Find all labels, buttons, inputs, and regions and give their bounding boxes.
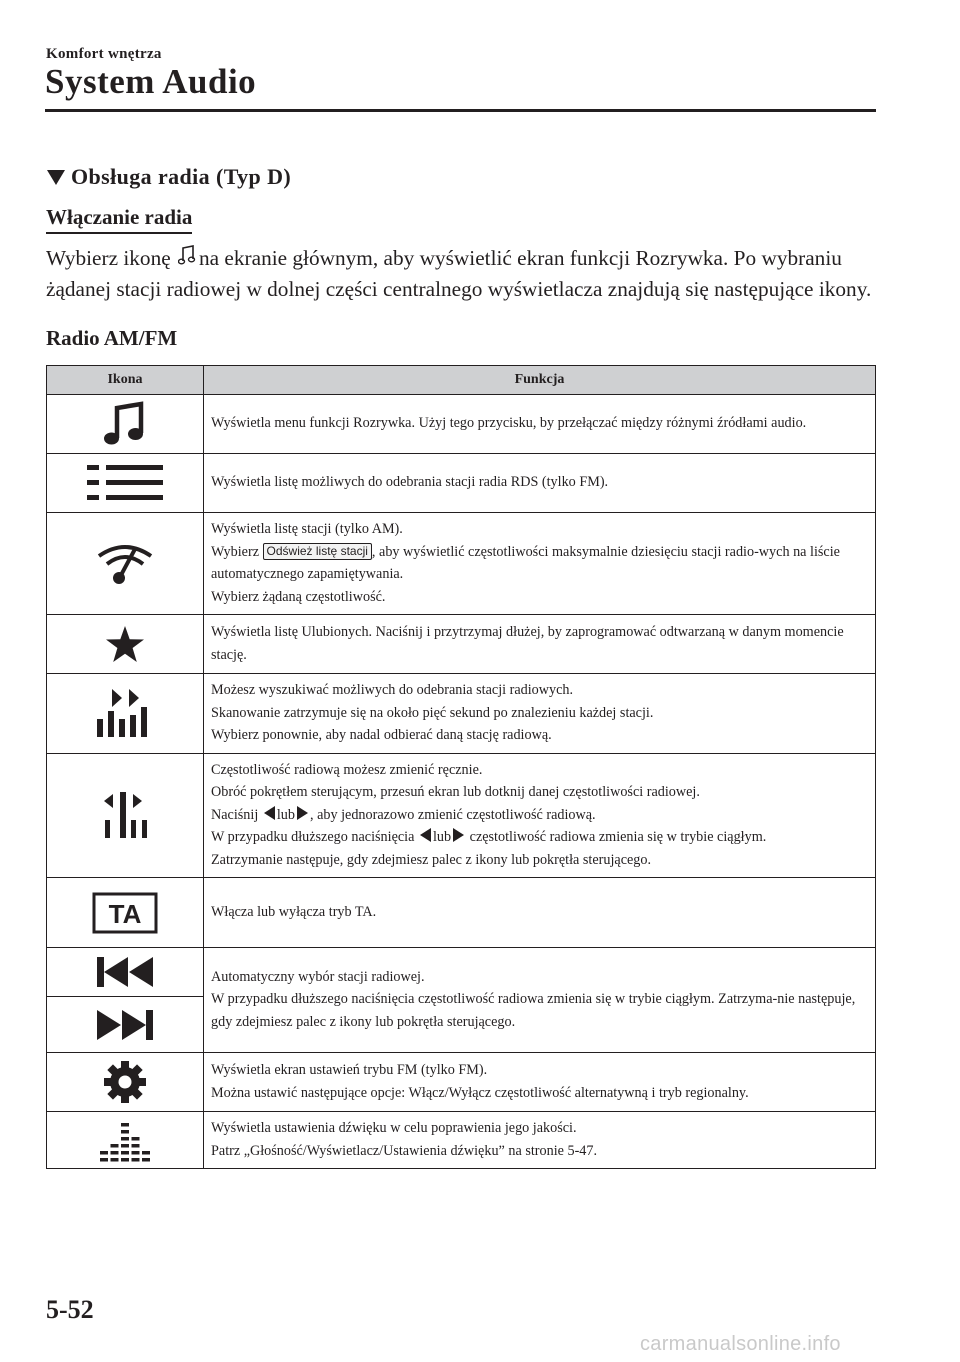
table-row — [47, 674, 876, 754]
table-row — [47, 1053, 876, 1112]
function-cell — [204, 454, 876, 513]
table-row — [47, 395, 876, 454]
equalizer-bar — [142, 1158, 150, 1162]
function-text: Zatrzymanie następuje, gdy zdejmiesz palec z ikony lub pokrętła sterującego. — [211, 851, 652, 868]
function-text: Skanowanie zatrzymuje się na około pięć sekund po znalezieniu każdej stacji. — [211, 704, 654, 721]
function-cell — [204, 615, 876, 674]
table-row — [47, 753, 876, 878]
function-text: Włącza lub wyłącza tryb TA. — [211, 903, 377, 920]
function-text: Częstotliwość radiową możesz zmienić ręcznie. — [211, 761, 483, 778]
intro-text-before: Wybierz ikonę — [46, 246, 176, 270]
function-text: Wyświetla listę Ulubionych. Naciśnij i przytrzymaj dłużej, by zaprogramować odtwarzaną w danym momencie stację. — [211, 624, 844, 663]
equalizer-bar — [132, 1144, 140, 1148]
text-fragment: lub — [276, 806, 295, 823]
seek-forward-icon — [47, 997, 203, 1052]
intro-text-after: na ekranie głównym, aby wyświetlić ekran funkcji Rozrywka. Po wybraniu żądanej stacji radiowej w dolnej części centralnego wyświetlacza znajdują się następujące ikony. — [46, 246, 872, 301]
function-text: Możesz wyszukiwać możliwych do odebrania stacji radiowych. — [211, 682, 574, 698]
triangle-bullet-icon — [47, 170, 65, 185]
table-row — [47, 513, 876, 615]
star-icon — [47, 615, 204, 674]
header-divider — [45, 109, 876, 112]
page-title: System Audio — [45, 62, 257, 101]
section-title: Obsługa radia (Typ D) — [71, 164, 292, 189]
text-fragment: Wybierz — [211, 543, 263, 560]
function-text: Automatyczny wybór stacji radiowej. — [211, 968, 425, 985]
equalizer-bar — [111, 1151, 119, 1155]
function-text: Wyświetla ustawienia dźwięku w celu poprawienia jego jakości. — [211, 1120, 577, 1136]
function-text: Wybierz żądaną częstotliwość. — [211, 588, 386, 605]
equalizer-bar — [142, 1151, 150, 1155]
text-fragment: W przypadku dłuższego naciśnięcia — [211, 829, 418, 845]
function-text: Wyświetla menu funkcji Rozrywka. Użyj tego przycisku, by przełączać między różnymi źródłami audio. — [211, 415, 807, 432]
text-fragment: , aby wyświetlić częstotliwości maksymalnie dziesięciu stacji radio-wych na liście automatycznego zapamiętywania. — [211, 543, 840, 582]
function-cell — [204, 1112, 876, 1169]
manual-tune-icon — [47, 753, 204, 878]
section-heading — [47, 164, 291, 190]
equalizer-bar — [121, 1123, 129, 1127]
function-text: Patrz „Głośność/Wyświetlacz/Ustawienia dźwięku” na stronie 5-47. — [211, 1142, 598, 1159]
equalizer-bar — [111, 1158, 119, 1162]
table-row — [47, 615, 876, 674]
equalizer-bar — [100, 1151, 108, 1155]
function-text: Obróć pokrętłem sterującym, przesuń ekran lub dotknij danej częstotliwości radiowej. — [211, 784, 700, 800]
table-row — [47, 1112, 876, 1169]
function-cell — [204, 513, 876, 615]
table-row — [47, 454, 876, 513]
function-text: Można ustawić następujące opcje: Włącz/Wyłącz częstotliwość alternatywną i tryb regionalny. — [211, 1084, 749, 1101]
equalizer-bar — [132, 1151, 140, 1155]
chapter-label: Komfort wnętrza — [46, 46, 162, 62]
music-note-icon — [47, 395, 204, 454]
tune-down-icon — [264, 806, 275, 820]
tune-up-icon — [453, 828, 464, 842]
table-row — [47, 878, 876, 948]
list-icon — [47, 454, 204, 513]
function-text: Wyświetla listę możliwych do odebrania stacji radia RDS (tylko FM). — [211, 474, 609, 491]
text-fragment: częstotliwość radiowa zmienia się w trybie ciągłym. — [466, 829, 767, 845]
function-cell — [204, 753, 876, 878]
function-cell — [204, 674, 876, 754]
text-fragment: Naciśnij — [211, 806, 262, 823]
function-cell — [204, 878, 876, 948]
function-text — [211, 804, 869, 827]
function-text — [211, 541, 869, 586]
function-cell — [204, 1053, 876, 1112]
gear-icon — [47, 1053, 204, 1112]
equalizer-bar — [111, 1144, 119, 1148]
text-fragment: lub — [432, 829, 452, 845]
function-text: Wybierz ponownie, aby nadal odbierać daną stację radiową. — [211, 727, 552, 743]
equalizer-bar — [100, 1158, 108, 1162]
antenna-icon — [47, 513, 204, 615]
equalizer-bar — [121, 1158, 129, 1162]
icon-function-table — [46, 365, 876, 1169]
equalizer-bar — [132, 1158, 140, 1162]
page-number: 5-52 — [46, 1295, 94, 1324]
watermark: carmanualsonline.info — [640, 1333, 841, 1355]
table-row — [47, 948, 876, 1053]
equalizer-bar — [121, 1151, 129, 1155]
function-cell — [204, 948, 876, 1053]
column-header-icon: Ikona — [47, 366, 204, 395]
function-text: Wyświetla ekran ustawień trybu FM (tylko FM). — [211, 1062, 488, 1078]
column-header-function: Funkcja — [204, 366, 876, 395]
skip-icons — [47, 948, 204, 1053]
intro-paragraph — [46, 243, 886, 305]
refresh-station-list-button[interactable]: Odśwież listę stacji — [263, 543, 372, 560]
ta-icon — [47, 878, 204, 948]
function-text: Wyświetla listę stacji (tylko AM). — [211, 521, 403, 537]
scan-icon — [47, 674, 204, 754]
equalizer-bar — [121, 1137, 129, 1141]
equalizer-icon — [47, 1112, 204, 1169]
function-text — [211, 826, 869, 849]
equalizer-bar — [121, 1144, 129, 1148]
tune-down-icon — [420, 828, 431, 842]
radio-heading: Radio AM/FM — [46, 326, 178, 350]
table-header-row — [47, 366, 876, 395]
equalizer-bar — [132, 1137, 140, 1141]
function-text: W przypadku dłuższego naciśnięcia częstotliwość radiowa zmienia się w trybie ciągłym. Zatrzyma-nie następuje, gdy zdejmiesz palec z ikony lub pokrętła sterującego. — [211, 991, 856, 1030]
text-fragment: , aby jednorazowo zmienić częstotliwość radiową. — [309, 806, 596, 823]
seek-back-icon — [47, 948, 203, 997]
function-cell — [204, 395, 876, 454]
tune-up-icon — [297, 806, 308, 820]
ta-label: TA — [108, 898, 142, 929]
subsection-heading: Włączanie radia — [46, 205, 192, 234]
equalizer-bar — [121, 1130, 129, 1134]
music-note-icon — [178, 245, 196, 267]
